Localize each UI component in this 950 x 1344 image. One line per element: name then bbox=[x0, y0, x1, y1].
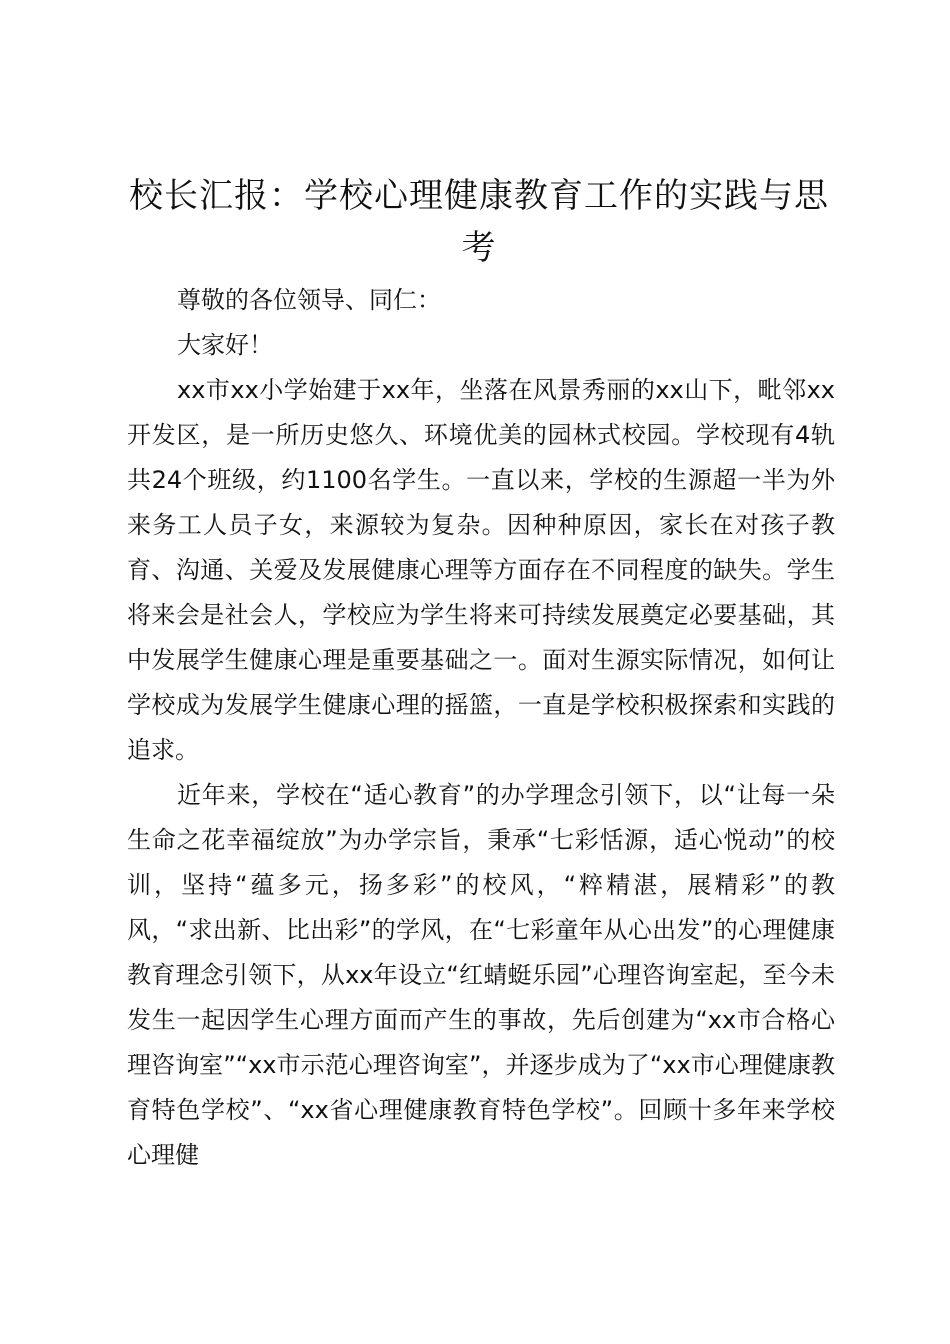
paragraph-recent-years: 近年来，学校在“适心教育”的办学理念引领下，以“让每一朵生命之花幸福绽放”为办学宗旨，秉承“七彩恬源，适心悦动”的校训，坚持“蕴多元，扬多彩”的校风，“粹精湛，展精彩”的教风，“求出新、比出彩”的学风，在“七彩童年从心出发”的心理健康教育理念引领下，从xx年设立“红蜻蜓乐园”心理咨询室起，至今未发生一起因学生心理方面而产生的事故，先后创建为“xx市合格心理咨询室”“xx市示范心理咨询室”，并逐步成为了“xx市心理健康教育特色学校”、“xx省心理健康教育特色学校”。回顾十多年来学校心理健 bbox=[127, 781, 835, 1169]
document-title: 校长汇报：学校心理健康教育工作的实践与思考 bbox=[129, 176, 829, 268]
salutation: 尊敬的各位领导、同仁： bbox=[177, 286, 441, 314]
paragraph-school-intro: xx市xx小学始建于xx年，坐落在风景秀丽的xx山下，毗邻xx开发区，是一所历史悠久、环境优美的园林式校园。学校现有4轨共24个班级，约1100名学生。一直以来，学校的生源超一半为外来务工人员子女，来源较为复杂。因种种原因，家长在对孩子教育、沟通、关爱及发展健康心理等方面存在不同程度的缺失。学生将来会是社会人，学校应为学生将来可持续发展奠定必要基础，其中发展学生健康心理是重要基础之一。面对生源实际情况，如何让学校成为发展学生健康心理的摇篮，一直是学校积极探索和实践的追求。 bbox=[127, 376, 835, 764]
greeting: 大家好！ bbox=[177, 331, 273, 359]
document-body bbox=[127, 278, 835, 1178]
